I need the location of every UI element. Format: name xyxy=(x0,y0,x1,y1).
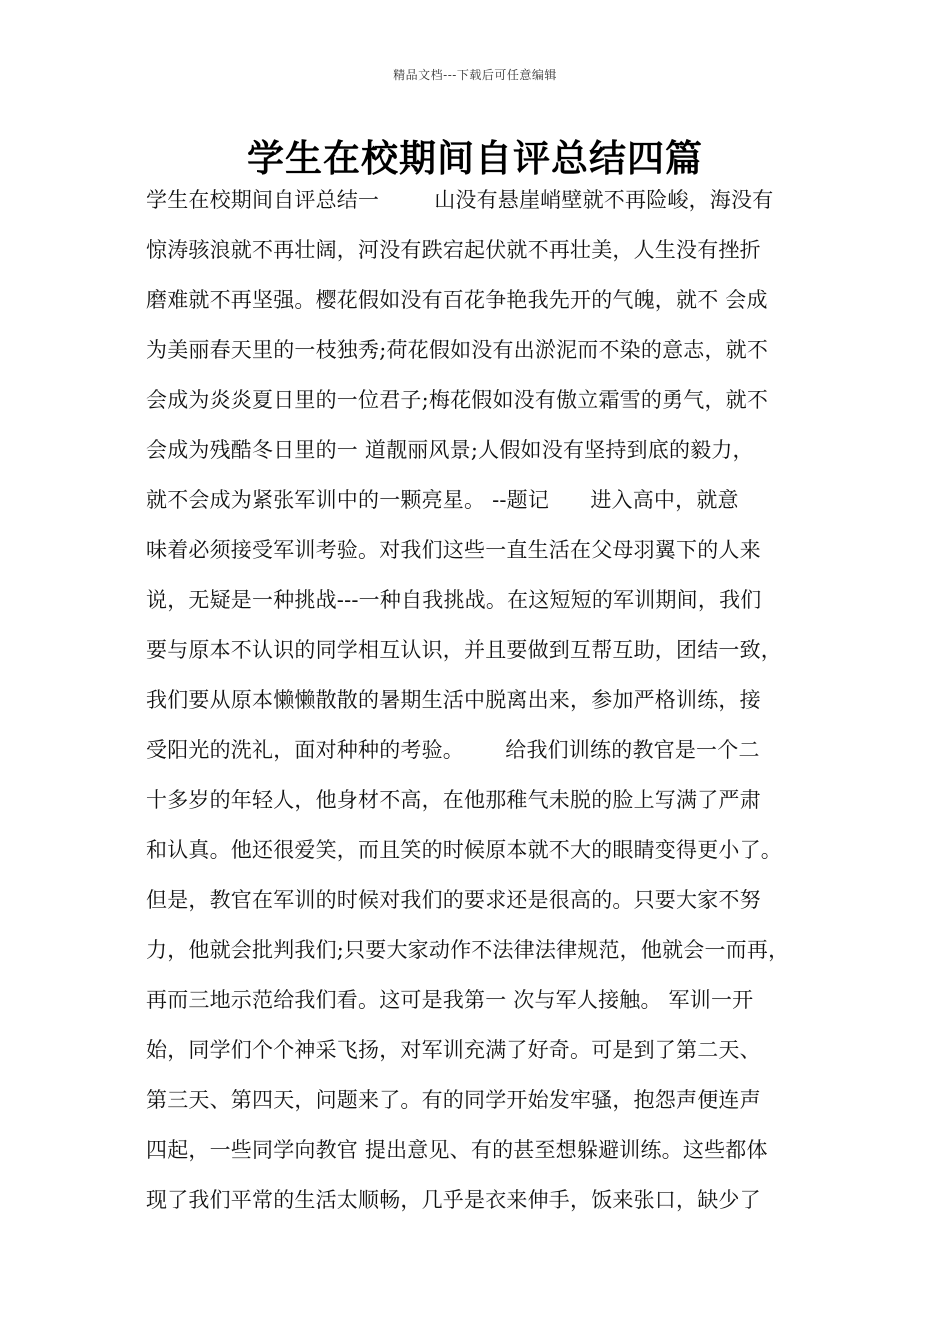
text-line: 说，无疑是一种挑战---一种自我挑战。在这短短的军训期间，我们 xyxy=(146,588,762,612)
text-line: 十多岁的年轻人，他身材不高，在他那稚气未脱的脸上写满了严肃 xyxy=(146,788,761,812)
text-line: 会成为炎炎夏日里的一位君子;梅花假如没有傲立霜雪的勇气，就不 xyxy=(146,388,769,412)
body-text xyxy=(146,182,821,1232)
text-line: 但是，教官在军训的时候对我们的要求还是很高的。只要大家不努 xyxy=(146,888,761,912)
text-line: 始，同学们个个神采飞扬，对军训充满了好奇。可是到了第二天、 xyxy=(146,1038,761,1062)
text-line: 我们要从原本懒懒散散的暑期生活中脱离出来，参加严格训练，接 xyxy=(146,688,761,712)
text-line: 第三天、第四天，问题来了。有的同学开始发牢骚，抱怨声便连声 xyxy=(146,1088,761,1112)
text-line: 磨难就不再坚强。樱花假如没有百花争艳我先开的气魄，就不 会成 xyxy=(146,288,768,312)
text-line: 惊涛骇浪就不再壮阔，河没有跌宕起伏就不再壮美，人生没有挫折 xyxy=(146,238,761,262)
text-line: 和认真。他还很爱笑，而且笑的时候原本就不大的眼睛变得更小了。 xyxy=(146,838,782,862)
text-line: 现了我们平常的生活太顺畅，几乎是衣来伸手，饭来张口，缺少了 xyxy=(146,1188,761,1212)
text-line: 力，他就会批判我们;只要大家动作不法律法律规范，他就会一而再， xyxy=(146,938,790,962)
text-line: 四起，一些同学向教官 提出意见、有的甚至想躲避训练。这些都体 xyxy=(146,1138,768,1162)
text-line: 为美丽春天里的一枝独秀;荷花假如没有出淤泥而不染的意志，就不 xyxy=(146,338,769,362)
text-line: 受阳光的洗礼，面对种种的考验。 给我们训练的教官是一个二 xyxy=(146,738,760,762)
document-title: 学生在校期间自评总结四篇 xyxy=(247,137,703,180)
text-line: 学生在校期间自评总结一 山没有悬崖峭壁就不再险峻，海没有 xyxy=(146,188,774,212)
text-line: 会成为残酷冬日里的一 道靓丽风景;人假如没有坚持到底的毅力， xyxy=(146,438,754,462)
header-note: 精品文档---下载后可任意编辑 xyxy=(393,68,557,82)
text-line: 要与原本不认识的同学相互认识，并且要做到互帮互助，团结一致， xyxy=(146,638,782,662)
text-line: 味着必须接受军训考验。对我们这些一直生活在父母羽翼下的人来 xyxy=(146,538,761,562)
text-line: 再而三地示范给我们看。这可是我第一 次与军人接触。 军训一开 xyxy=(146,988,754,1012)
text-line: 就不会成为紧张军训中的一颗亮星。 --题记 进入高中，就意 xyxy=(146,488,739,512)
